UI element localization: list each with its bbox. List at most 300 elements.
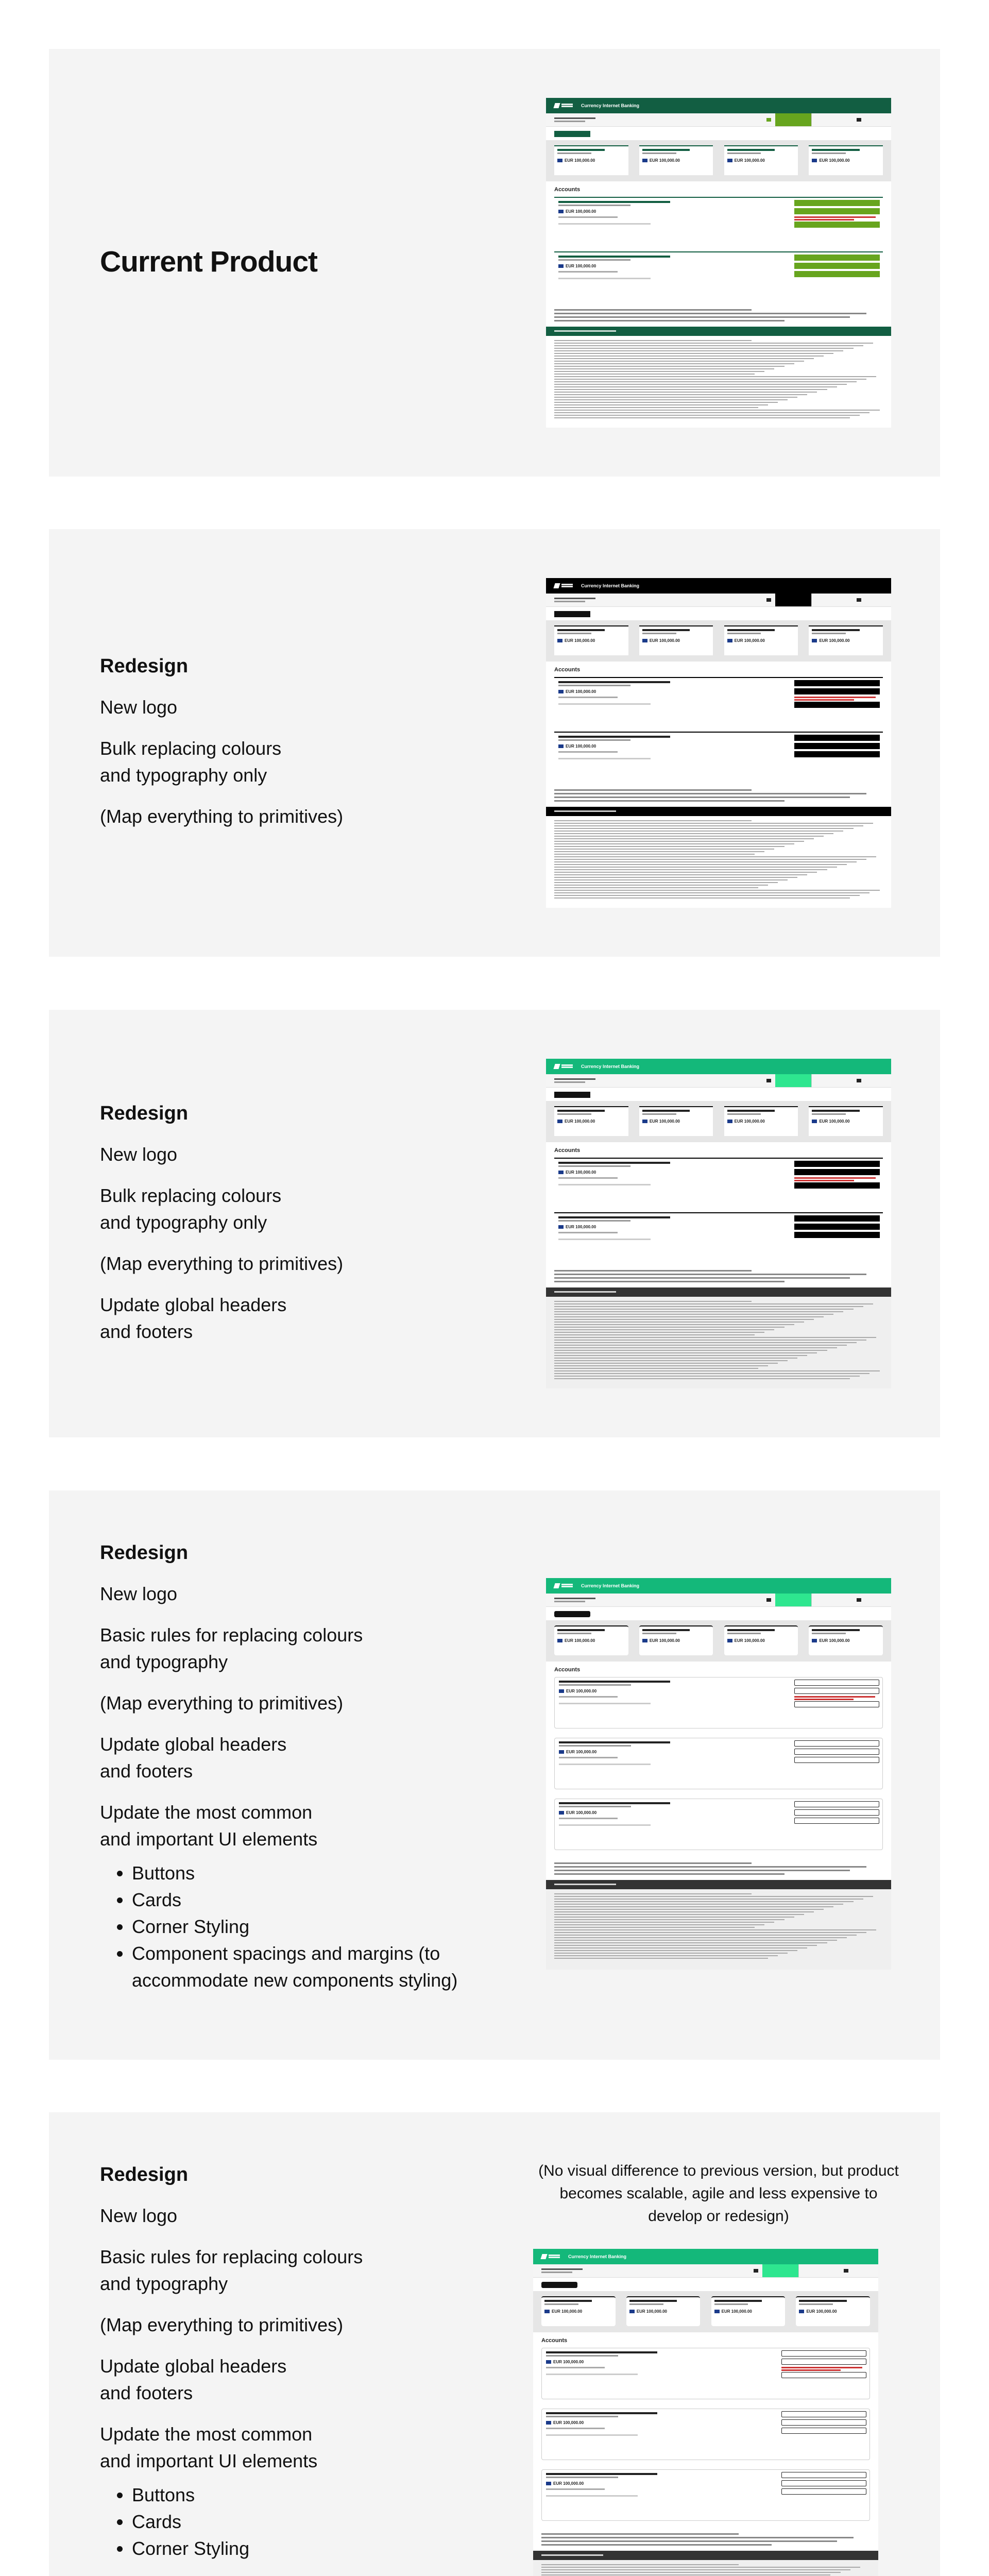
account-card (639, 1625, 713, 1655)
account-actions (794, 255, 880, 279)
balance-label (559, 1818, 618, 1819)
text-line (554, 1870, 850, 1871)
home-icon (754, 2269, 758, 2273)
legal-line (554, 1360, 788, 1361)
card-title (714, 2300, 762, 2302)
legal-line (554, 1321, 804, 1323)
legal-line (554, 358, 814, 359)
info-paragraph (554, 1270, 883, 1284)
legal-line (554, 820, 752, 821)
action-button (781, 2359, 866, 2365)
legal-line (554, 828, 854, 829)
eu-flag-icon (812, 1120, 817, 1123)
legal-line (554, 1347, 837, 1348)
legal-line (554, 392, 817, 393)
eu-flag-icon (812, 639, 817, 642)
legal-line (554, 864, 847, 865)
account-actions (794, 1680, 879, 1709)
text-line (554, 313, 866, 314)
legal-line (554, 363, 794, 364)
account-number (546, 2416, 618, 2417)
text-line (554, 796, 850, 798)
action-button (794, 751, 880, 757)
account-cards (533, 2296, 878, 2326)
balance-label (558, 271, 618, 273)
text-line (554, 309, 752, 311)
eu-flag-icon (642, 1120, 647, 1123)
nav-item (811, 1074, 852, 1087)
legal-line (554, 402, 778, 403)
section-heading: Redesign (100, 1103, 189, 1124)
legal-line (541, 2569, 850, 2570)
legal-line (554, 1342, 857, 1343)
legal-line (554, 1940, 837, 1941)
eu-flag-icon (642, 1639, 647, 1642)
card-subtitle (714, 2303, 748, 2305)
card-subtitle (727, 1113, 761, 1115)
line-item: Update global headers and footers (100, 1294, 287, 1342)
account-actions (794, 680, 880, 710)
account-row (554, 1158, 883, 1203)
account-number (559, 1684, 631, 1686)
bank-logo-icon (554, 1582, 572, 1589)
action-button (794, 263, 880, 269)
customer-id (554, 1081, 585, 1083)
account-number (558, 1165, 630, 1167)
legal-line (554, 1363, 778, 1364)
warning-text (794, 1180, 854, 1181)
card-subtitle (642, 633, 676, 634)
eu-flag-icon (812, 1639, 817, 1642)
legal-line (554, 371, 764, 372)
app-title: Currency Internet Banking (568, 2254, 627, 2259)
legal-line (554, 1350, 827, 1351)
account-name (558, 1162, 670, 1164)
action-button (794, 735, 880, 741)
action-button (794, 208, 880, 214)
legal-line (554, 1919, 785, 1920)
legal-line (554, 867, 837, 868)
account-meta (546, 2434, 638, 2436)
balance-label (546, 2428, 605, 2429)
bullet-list (132, 1860, 564, 1994)
legal-line (554, 872, 817, 873)
account-row (554, 251, 883, 297)
action-button (781, 2488, 866, 2495)
account-actions (794, 1801, 879, 1826)
account-row (554, 677, 883, 722)
card-amount: EUR 100,000.00 (727, 158, 795, 163)
legal-line (554, 1355, 807, 1356)
legal-line (554, 355, 824, 357)
account-actions (794, 200, 880, 230)
card-amount: EUR 100,000.00 (812, 1119, 880, 1124)
legal-line (554, 890, 880, 891)
text-line (554, 1873, 785, 1875)
legal-header-bar (533, 2551, 878, 2560)
line-item: Update global headers and footers (100, 1734, 287, 1782)
legal-line (554, 879, 788, 880)
account-balance: EUR 100,000.00 (546, 2360, 865, 2364)
account-name (558, 681, 670, 683)
card-subtitle (557, 633, 591, 634)
logo-mark-icon (553, 583, 560, 588)
account-name (546, 2351, 657, 2353)
logo-mark-icon (540, 2254, 547, 2259)
sub-navigation (546, 113, 891, 127)
logout-link (865, 594, 891, 606)
legal-line (554, 1309, 854, 1310)
card-amount: EUR 100,000.00 (557, 1119, 625, 1124)
account-meta (558, 1184, 651, 1185)
line-item: New logo (100, 1144, 178, 1165)
legal-line (554, 1303, 873, 1304)
legal-line (554, 1893, 752, 1894)
account-number (558, 1220, 630, 1222)
balance-label (558, 1177, 618, 1179)
account-row (541, 2348, 870, 2399)
account-meta (558, 703, 651, 705)
mail-icon (857, 1598, 861, 1602)
legal-line (554, 350, 843, 351)
info-paragraph (554, 1862, 883, 1877)
accounts-heading: Accounts (554, 1667, 581, 1673)
info-paragraph (554, 309, 883, 324)
section-title: Current Product (100, 245, 318, 278)
nav-group (762, 113, 891, 126)
legal-line (554, 1358, 797, 1359)
logout-link (865, 1074, 891, 1087)
card-amount: EUR 100,000.00 (642, 1119, 710, 1124)
account-name (558, 256, 670, 258)
bullet-item: • Corner Styling (132, 1913, 564, 1940)
app-title: Currency Internet Banking (581, 1064, 640, 1069)
text-line (541, 2533, 739, 2535)
warning-text (794, 216, 876, 218)
card-amount: EUR 100,000.00 (727, 638, 795, 643)
legal-line (554, 1947, 807, 1948)
legal-line (554, 1376, 860, 1377)
legal-text (554, 1301, 883, 1381)
account-name (546, 2473, 657, 2475)
nav-group (762, 594, 891, 606)
action-button (794, 271, 880, 277)
account-name (559, 1681, 670, 1683)
nav-item (811, 113, 852, 126)
add-account-button (554, 1611, 590, 1617)
section-text (100, 1539, 564, 2008)
account-number (559, 1745, 631, 1747)
action-button (794, 1680, 879, 1686)
eu-flag-icon (558, 1225, 564, 1229)
account-card (639, 1106, 713, 1136)
card-amount: EUR 100,000.00 (557, 638, 625, 643)
app-title: Currency Internet Banking (581, 1583, 640, 1588)
home-icon (766, 1079, 771, 1082)
legal-line (554, 1368, 758, 1369)
logo-wordmark (561, 584, 573, 585)
action-button (794, 1740, 879, 1747)
line-item: (Map everything to primitives) (100, 806, 344, 827)
add-account-button (554, 1092, 590, 1098)
add-account-button (554, 131, 590, 137)
action-button (794, 743, 880, 749)
eu-flag-icon (557, 159, 562, 162)
sub-navigation (546, 1594, 891, 1607)
legal-line (554, 833, 833, 834)
account-cards (546, 625, 891, 655)
text-line (554, 1866, 866, 1868)
account-row (554, 732, 883, 777)
legal-line (554, 415, 860, 416)
bullet-item: • Buttons (132, 2482, 564, 2509)
eu-flag-icon (546, 2360, 551, 2364)
card-title (727, 1629, 775, 1631)
card-subtitle (727, 1633, 761, 1634)
legal-line (554, 838, 814, 839)
nav-group (749, 2264, 878, 2277)
account-meta (559, 1764, 651, 1765)
account-name (558, 201, 670, 203)
customer-id (541, 2272, 572, 2273)
account-balance: EUR 100,000.00 (559, 1689, 878, 1693)
info-paragraph (554, 789, 883, 804)
eu-flag-icon (727, 1120, 732, 1123)
account-cards (546, 145, 891, 175)
eu-flag-icon (812, 159, 817, 162)
action-button (794, 1169, 880, 1175)
card-title (812, 629, 859, 631)
legal-line (554, 825, 863, 826)
customer-name (554, 1598, 595, 1599)
home-icon (766, 598, 771, 602)
legal-line (554, 412, 869, 413)
legal-line (554, 882, 778, 883)
mail-icon (857, 118, 861, 122)
balance-label (559, 1757, 618, 1758)
bullet-item: • Cards (132, 1887, 564, 1913)
legal-line (554, 861, 857, 862)
mail-icon (857, 1079, 861, 1082)
legal-line (554, 1314, 833, 1315)
account-balance: EUR 100,000.00 (546, 2420, 865, 2425)
account-actions (781, 2472, 866, 2497)
bank-logo-icon (554, 1063, 572, 1070)
nav-item (811, 594, 852, 606)
account-card (554, 145, 628, 175)
account-meta (558, 278, 651, 279)
action-button (781, 2419, 866, 2426)
card-amount: EUR 100,000.00 (557, 1638, 625, 1643)
eu-flag-icon (558, 264, 564, 268)
legal-line (554, 1911, 814, 1912)
legal-line (554, 1345, 847, 1346)
legal-line (554, 1365, 768, 1366)
legal-line (554, 1955, 778, 1956)
legal-line (554, 851, 764, 852)
warning-text (794, 697, 876, 698)
customer-name (554, 1078, 595, 1080)
legal-line (554, 386, 837, 387)
action-button (794, 702, 880, 708)
legal-line (554, 1904, 843, 1905)
legal-line (554, 374, 755, 375)
app-header (546, 578, 891, 594)
section-redesign-3 (49, 1490, 940, 2060)
legal-line (554, 1935, 857, 1936)
account-cards (546, 1106, 891, 1136)
warning-text (794, 1177, 876, 1179)
legal-line (554, 841, 804, 842)
legal-line (554, 404, 768, 405)
account-card (724, 1106, 798, 1136)
card-subtitle (544, 2303, 578, 2305)
card-amount: EUR 100,000.00 (727, 1119, 795, 1124)
card-title (727, 629, 775, 631)
screenshot-current-product (546, 98, 891, 428)
card-amount: EUR 100,000.00 (812, 158, 880, 163)
card-subtitle (557, 1633, 591, 1634)
sub-navigation (533, 2264, 878, 2278)
eu-flag-icon (544, 2310, 550, 2313)
legal-line (554, 1932, 866, 1933)
card-title (642, 1629, 690, 1631)
account-card (724, 1625, 798, 1655)
account-balance: EUR 100,000.00 (558, 1170, 879, 1175)
legal-line (554, 1327, 785, 1328)
logo-mark-icon (553, 103, 560, 108)
legal-line (554, 823, 873, 824)
customer-name (541, 2268, 583, 2270)
account-card (796, 2296, 870, 2326)
card-amount: EUR 100,000.00 (812, 1638, 880, 1643)
card-title (557, 629, 605, 631)
account-card (554, 625, 628, 655)
account-balance: EUR 100,000.00 (559, 1810, 878, 1815)
line-item: Update the most common and important UI elements (100, 1802, 318, 1850)
account-card (639, 625, 713, 655)
account-card (809, 145, 883, 175)
legal-line (554, 854, 755, 855)
legal-line (554, 1329, 774, 1330)
account-number (546, 2355, 618, 2357)
legal-line (554, 397, 797, 398)
account-card (626, 2296, 701, 2326)
app-title: Currency Internet Banking (581, 103, 640, 108)
legal-line (554, 1311, 843, 1312)
legal-line (554, 1958, 768, 1959)
action-button (794, 688, 880, 694)
customer-id (554, 601, 585, 602)
legal-line (554, 1301, 752, 1302)
card-amount: EUR 100,000.00 (812, 638, 880, 643)
card-subtitle (642, 152, 676, 154)
account-actions (794, 1161, 880, 1191)
card-subtitle (557, 152, 591, 154)
account-card (724, 625, 798, 655)
legal-line (554, 1927, 755, 1928)
action-button (794, 1757, 879, 1763)
nav-item-active (775, 1074, 811, 1087)
legal-line (554, 389, 827, 390)
legal-line (554, 1924, 764, 1925)
legal-line (554, 1899, 863, 1900)
action-button (781, 2372, 866, 2378)
legal-line (554, 1942, 827, 1943)
line-item: Update global headers and footers (100, 2355, 287, 2403)
text-line (554, 1274, 866, 1275)
legal-line (554, 1929, 876, 1930)
account-row (554, 1677, 883, 1728)
legal-line (554, 394, 807, 395)
legal-line (554, 376, 876, 377)
account-name (559, 1741, 670, 1743)
account-name (558, 1216, 670, 1218)
legal-line (554, 340, 752, 341)
section-redesign-1 (49, 529, 940, 957)
legal-line (554, 345, 863, 346)
legal-text (554, 820, 883, 900)
eu-flag-icon (559, 1811, 564, 1815)
card-subtitle (812, 1633, 846, 1634)
eu-flag-icon (629, 2310, 635, 2313)
legal-header-bar (546, 807, 891, 816)
action-button (794, 1215, 880, 1222)
legal-line (554, 1332, 764, 1333)
account-balance: EUR 100,000.00 (558, 209, 879, 214)
legal-text (541, 2564, 870, 2576)
legal-line (554, 843, 794, 844)
bullet-list (132, 2482, 564, 2562)
action-button (781, 2472, 866, 2478)
section-text (100, 1100, 564, 1360)
legal-text (554, 340, 883, 420)
eu-flag-icon (558, 1171, 564, 1174)
account-balance: EUR 100,000.00 (558, 744, 879, 749)
legal-line (554, 1914, 804, 1915)
nav-item-active (775, 594, 811, 606)
bullet-item: • Component spacings and margins (to accommodate new components styling) (132, 1940, 564, 1994)
legal-line (554, 348, 854, 349)
eu-flag-icon (642, 639, 647, 642)
logo-wordmark (561, 1584, 573, 1585)
warning-text (794, 1696, 875, 1698)
screenshot-redesign-1 (546, 578, 891, 908)
card-amount: EUR 100,000.00 (727, 1638, 795, 1643)
account-actions (781, 2350, 866, 2380)
account-meta (546, 2374, 638, 2375)
card-title (629, 2300, 677, 2302)
accounts-heading: Accounts (554, 187, 581, 193)
legal-line (554, 1945, 817, 1946)
card-title (642, 629, 690, 631)
sub-navigation (546, 1074, 891, 1088)
section-text (100, 653, 564, 844)
action-button (794, 1182, 880, 1189)
eu-flag-icon (559, 1689, 564, 1693)
legal-line (554, 887, 758, 888)
logout-link (865, 1594, 891, 1606)
line-item: Update the most common and important UI elements (100, 2424, 318, 2471)
action-button (794, 1749, 879, 1755)
line-item: (Map everything to primitives) (100, 2314, 344, 2335)
logo-mark-icon (553, 1583, 560, 1588)
legal-line (554, 1937, 847, 1938)
text-line (541, 2537, 854, 2538)
legal-line (554, 1953, 788, 1954)
account-row (554, 1738, 883, 1789)
card-title (642, 149, 690, 151)
